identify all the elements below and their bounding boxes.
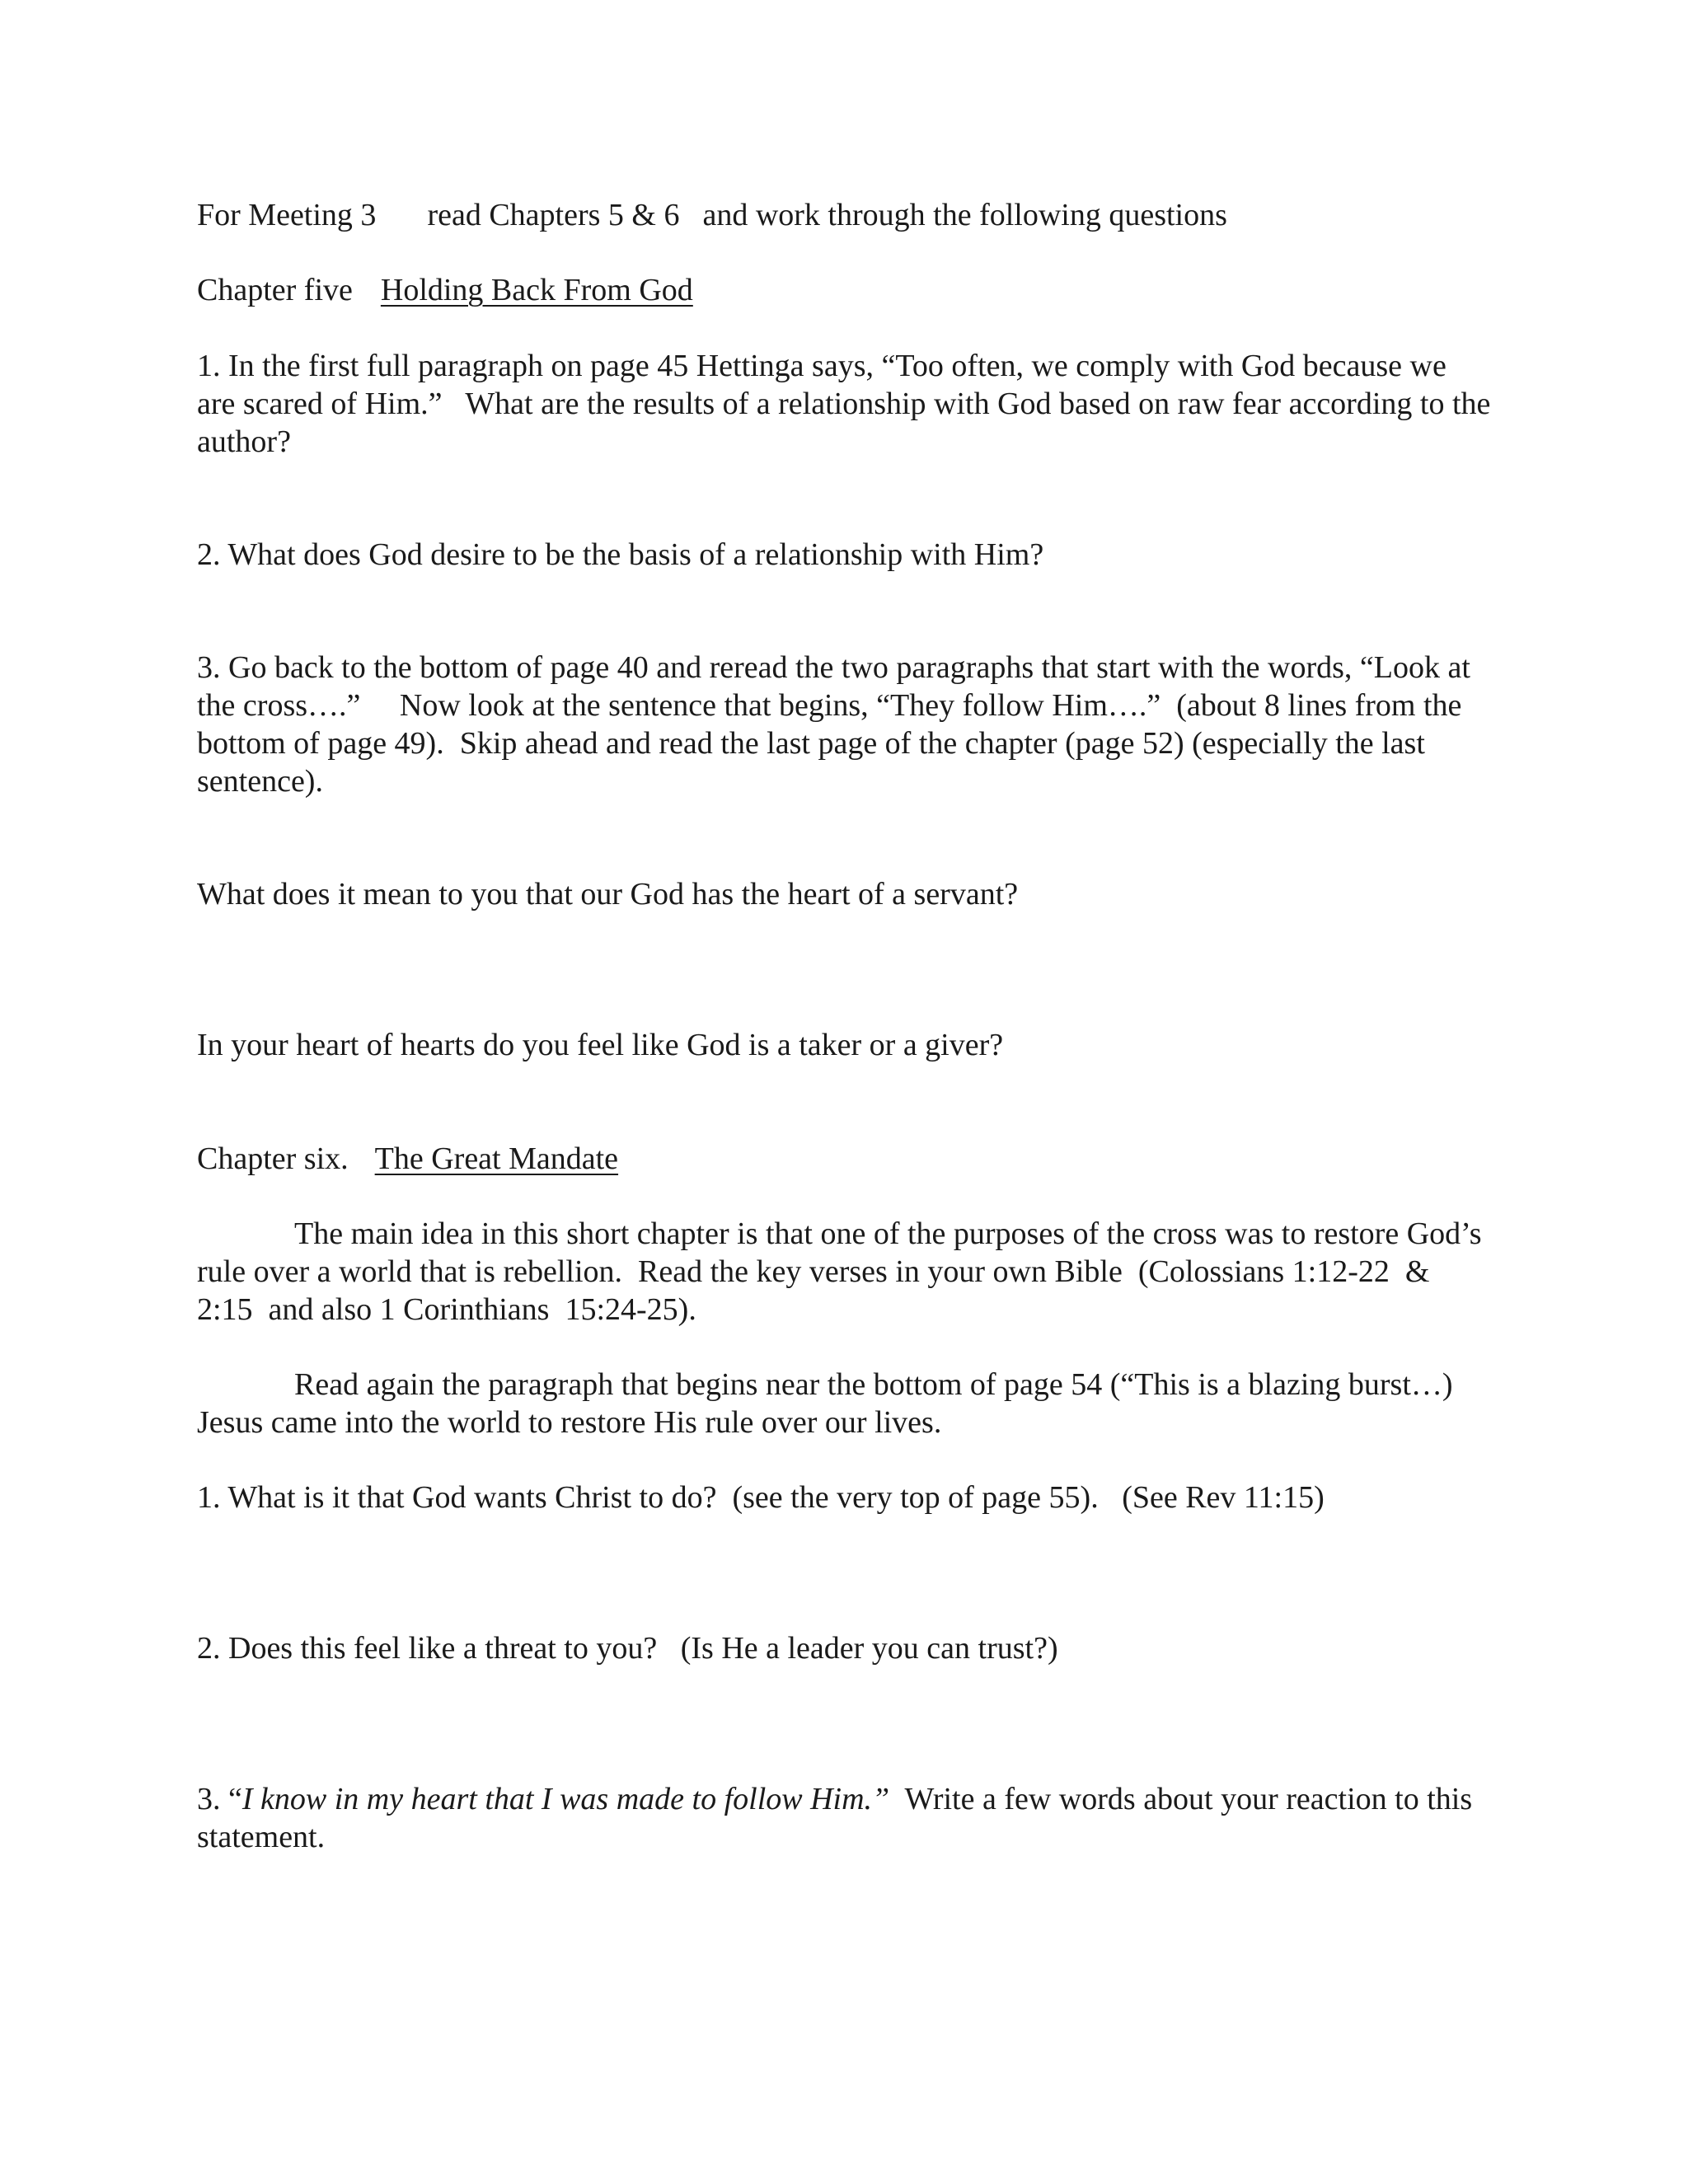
ch6-question-1: 1. What is it that God wants Christ to do? (see the very top of page 55). (See Rev 11:15) <box>197 1480 1325 1515</box>
ch6-question-3-line-1 <box>197 1780 1472 1818</box>
ch5-question-3-line-4: sentence). <box>197 764 323 799</box>
chapter-five-label: Chapter five <box>197 273 353 307</box>
ch6-paragraph-1-line-2: rule over a world that is rebellion. Read the key verses in your own Bible (Colossians 1:12-22 & <box>197 1254 1430 1289</box>
giver-question: In your heart of hearts do you feel like God is a taker or a giver? <box>197 1028 1004 1062</box>
servant-question: What does it mean to you that our God has the heart of a servant? <box>197 877 1019 912</box>
ch6-question-3-quote: I know in my heart that I was made to follow Him.” <box>241 1782 890 1816</box>
chapter-six-title: The Great Mandate <box>374 1141 619 1176</box>
ch6-paragraph-1-line-1: The main idea in this short chapter is that one of the purposes of the cross was to restore God’s <box>294 1216 1482 1251</box>
chapter-six-label: Chapter six. <box>197 1141 349 1176</box>
ch5-question-1-line-2: are scared of Him.” What are the results of a relationship with God based on raw fear according to the <box>197 387 1491 421</box>
ch5-question-1-line-3: author? <box>197 424 291 459</box>
chapter-five-heading <box>197 271 693 309</box>
ch6-question-2: 2. Does this feel like a threat to you? (Is He a leader you can trust?) <box>197 1631 1058 1666</box>
meeting-header <box>197 196 1227 234</box>
ch6-paragraph-2-line-2: Jesus came into the world to restore His rule over our lives. <box>197 1405 942 1440</box>
chapter-six-heading <box>197 1140 618 1178</box>
ch6-paragraph-1-line-3: 2:15 and also 1 Corinthians 15:24-25). <box>197 1292 696 1327</box>
reading-assignment: read Chapters 5 & 6 <box>427 198 680 232</box>
ch5-question-3-line-3: bottom of page 49). Skip ahead and read the last page of the chapter (page 52) (especially the last <box>197 726 1425 761</box>
chapter-five-title: Holding Back From God <box>380 273 693 307</box>
ch6-question-3-prefix: 3. “ <box>197 1782 242 1816</box>
ch6-question-3-rest: Write a few words about your reaction to this <box>889 1782 1473 1816</box>
ch5-question-1-line-1: 1. In the first full paragraph on page 45 Hettinga says, “Too often, we comply with God because we <box>197 349 1447 383</box>
ch6-question-3-line-2: statement. <box>197 1820 326 1854</box>
ch5-question-2: 2. What does God desire to be the basis of a relationship with Him? <box>197 537 1044 572</box>
ch5-question-3-line-2: the cross….” Now look at the sentence that begins, “They follow Him….” (about 8 lines from the <box>197 688 1462 723</box>
header-instruction: and work through the following questions <box>702 198 1227 232</box>
meeting-label: For Meeting 3 <box>197 198 377 232</box>
ch5-question-3-line-1: 3. Go back to the bottom of page 40 and reread the two paragraphs that start with the words, “Look at <box>197 650 1470 685</box>
ch6-paragraph-2-line-1: Read again the paragraph that begins near the bottom of page 54 (“This is a blazing burst…) <box>294 1367 1453 1402</box>
